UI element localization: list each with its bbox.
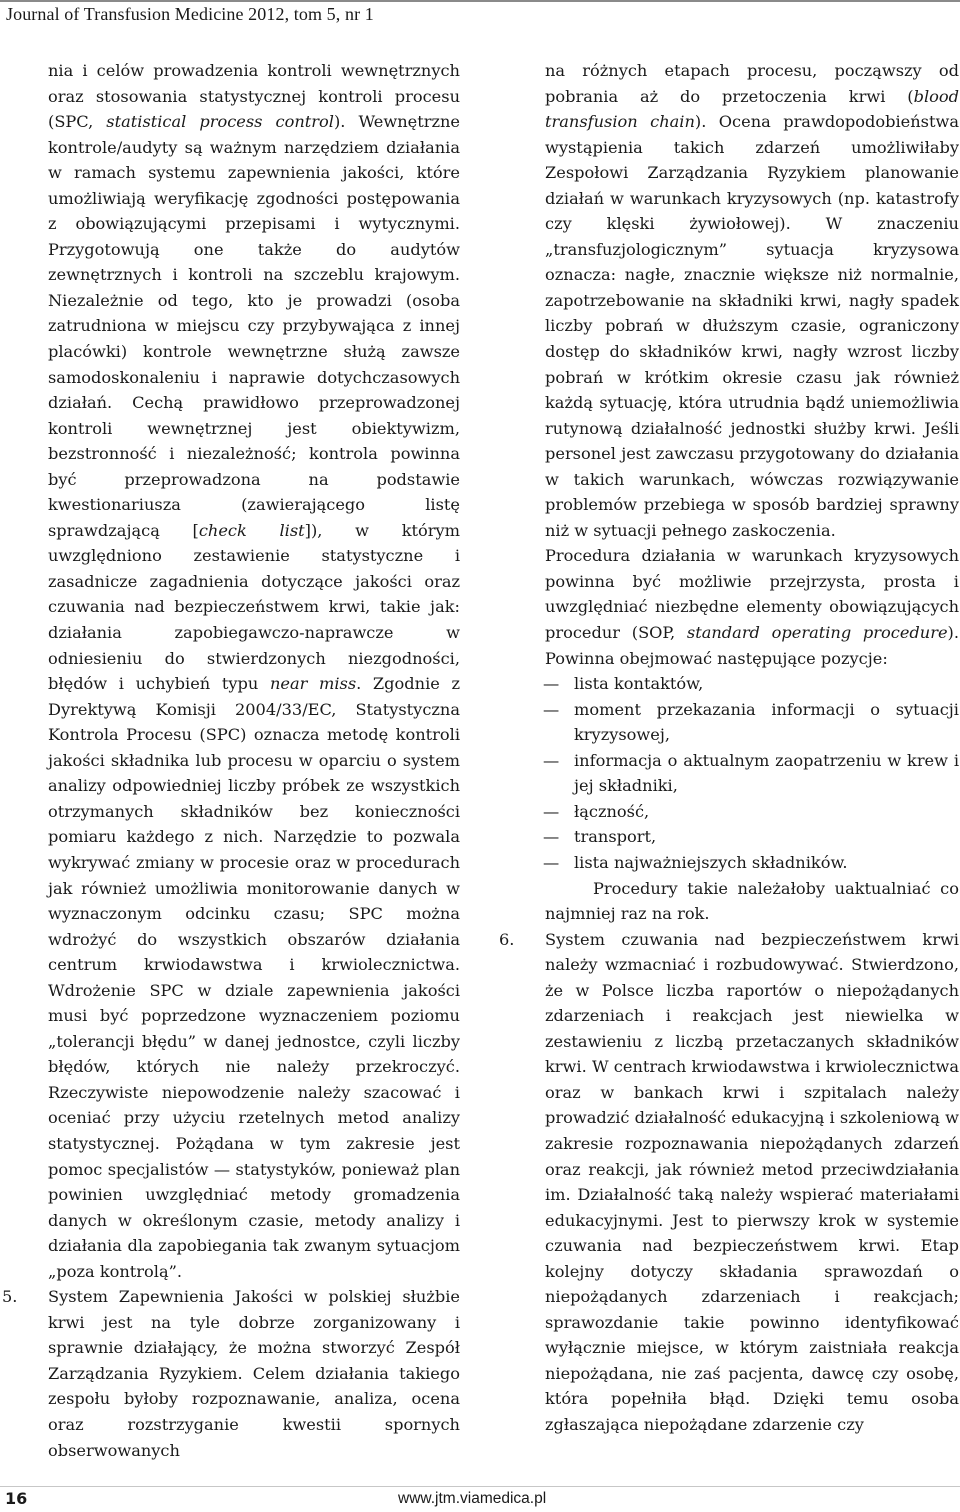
dash-glyph: — <box>543 827 560 847</box>
dash-glyph: — <box>543 750 560 770</box>
italic-term: standard operating procedure <box>686 623 948 643</box>
list-item <box>545 748 959 799</box>
list-item <box>545 824 959 850</box>
list-item-text: lista najważniejszych składników. <box>574 852 848 872</box>
item-number: 5. <box>2 1287 18 1307</box>
text-span: ). Wewnętrzne kontrole/audyty są ważnym narzędziem działania w ramach systemu zapewnienia jakości, które umożliwiają weryfikację zgodności postępowania z obowiązującymi przepisami i wytycznymi. Przygotowują one także do audytów zewnętrznych i kontroli na szczeblu krajowym. Niezależnie od tego, kto je prowadzi (osoba zatrudniona w miejscu czy przybywająca z innej placówki) kontrole wewnętrzne służą zawsze samodoskonaleniu i naprawie dotychczasowych działań. Cechą prawidłowo przeprowadzonej kontroli wewnętrznej jest obiektywizm, bezstronność i niezależność; kontrola powinna być przeprowadzona na podstawie kwestionariusza (zawierającego listę sprawdzającą [ <box>48 112 460 540</box>
right-paragraph-1 <box>545 58 959 543</box>
text-span: ). Powinna obejmować następujące pozycje: <box>545 623 959 668</box>
footer-rule <box>0 1486 960 1487</box>
italic-term: near miss <box>269 674 357 694</box>
item-text: System Zapewnienia Jakości w polskiej służbie krwi jest na tyle dobrze zorganizowany i sprawnie działający, że można stworzyć Zespół Zarządzania Ryzykiem. Celem działania takiego zespołu byłoby rozpoznawanie, analiza, ocena oraz rozstrzyganie kwestii spornych obserwowanych <box>48 1287 460 1460</box>
running-head: Journal of Transfusion Medicine 2012, tom 5, nr 1 <box>6 4 374 24</box>
italic-term: check list <box>198 520 305 540</box>
list-item <box>545 671 959 697</box>
text-span: ]), w którym uwzględniono zestawienie statystyczne i zasadnicze zagadnienia dotyczące jakości oraz czuwania nad bezpieczeństwem krwi, takie jak: działania zapobiegawczo-naprawcze w odniesieniu do stwierdzonych niezgodności, błędów i uchybień typu <box>48 520 460 694</box>
right-paragraph-3: Procedury takie należałoby uaktualniać co najmniej raz na rok. <box>545 878 959 924</box>
item-number: 6. <box>499 929 515 949</box>
text-span: ). Ocena prawdopodobieństwa wystąpienia takich zdarzeń umożliwiłaby Zespołowi Zarządzania Ryzykiem planowanie działań w warunkach kryzysowych (np. katastrofy czy klęski żywiołowej). W znaczeniu „transfuzjologicznym” sytuacja kryzysowa oznacza: nagłe, znacznie większe niż normalnie, zapotrzebowanie na składniki krwi, nagły spadek liczby pobrań w dłuższym czasie, ograniczony dostęp do składników krwi, nagły wzrost liczby pobrań w krótkim okresie czasu jak również każdą sytuację, która utrudnia bądź uniemożliwia rutynową działalność jednostki służby krwi. Jeśli personel jest zawczasu przygotowany do działania w takich warunkach, wówczas rozwiązywanie problemów przebiega w sposób bardziej sprawny niż w sytuacji pełnego zaskoczenia. <box>545 112 960 540</box>
journal-url[interactable]: www.jtm.viamedica.pl <box>398 1490 547 1507</box>
right-paragraph-2 <box>545 543 959 671</box>
dash-glyph: — <box>543 674 560 694</box>
list-item-text: transport, <box>574 827 657 847</box>
dash-glyph: — <box>543 852 560 872</box>
italic-term: statistical process control <box>106 112 334 132</box>
dash-glyph: — <box>543 801 560 821</box>
text-span: nia i celów prowadzenia kontroli wewnętrznych oraz stosowania statystycznej kontroli procesu (SPC, <box>48 61 460 132</box>
left-column <box>2 58 460 1463</box>
list-item-text: moment przekazania informacji o sytuacji kryzysowej, <box>574 699 959 745</box>
italic-term: blood transfusion chain <box>545 86 959 132</box>
list-item <box>545 799 959 825</box>
text-span: . Zgodnie z Dyrektywą Komisji 2004/33/EC, Statystyczna Kontrola Procesu (SPC) oznacza metodę kontroli jakości składnika lub procesu w oparciu o system analizy odpowiedniej liczby próbek ze wszystkich otrzymanych składników bez konieczności pomiaru każdego z nich. Narzędzie to pozwala wykrywać zmiany w procesie oraz w procedurach jak również umożliwia monitorowanie danych w wyznaczonym odcinku czasu; SPC można wdrożyć do wszystkich obszarów działania centrum krwiodawstwa i krwiolecznictwa. Wdrożenie SPC w dziale zapewnienia jakości musi być poprzedzone wyznaczeniem poziomu „tolerancji błędu” w danej jednostce, czyli liczby błędów, których nie należy przekroczyć. Rzeczywiste niepowodzenie należy szacować i oceniać przy użyciu rzetelnych metod analizy statystycznej. Pożądana w tym zakresie jest pomoc specjalistów — statystyków, ponieważ plan powinien uwzględniać metody gromadzenia danych w określonym czasie, metody analizy i działania dla zapobiegania tak zwanym sytuacjom „poza kontrolą”. <box>48 674 460 1281</box>
numbered-item-6 <box>499 927 959 1438</box>
list-item <box>545 697 959 748</box>
list-item <box>545 850 959 876</box>
dash-glyph: — <box>543 699 560 719</box>
numbered-item-5 <box>2 1284 460 1463</box>
list-item-text: informacja o aktualnym zaopatrzeniu w krew i jej składniki, <box>574 750 959 796</box>
header-rule <box>0 0 960 2</box>
text-span: na różnych etapach procesu, począwszy od pobrania aż do przetoczenia krwi ( <box>545 61 959 106</box>
list-item-text: lista kontaktów, <box>574 674 704 694</box>
page-number: 16 <box>5 1489 28 1508</box>
item-text: System czuwania nad bezpieczeństwem krwi należy wzmacniać i rozbudowywać. Stwierdzono, że w Polsce liczba raportów o niepożądanych zdarzeniach i reakcjach jest niewielka w zestawieniu z liczbą przetaczanych składników krwi. W centrach krwiodawstwa i krwiolecznictwa oraz w bankach krwi i szpitalach należy prowadzić działalność edukacyjną i szkoleniową w zakresie rozpoznawania niepożądanych zdarzeń oraz reakcji, jak również metod przeciwdziałania im. Działalność taką należy wspierać materiałami edukacyjnymi. Jest to pierwszy krok w systemie czuwania nad bezpieczeństwem krwi. Etap kolejny dotyczy składania sprawozdań o niepożądanych zdarzeniach i reakcjach; sprawozdanie takie powinno identyfikować wyłącznie miejsce, w którym zaistniała reakcja niepożądana, nie zaś pacjenta, dawcę czy osobę, która popełniła błąd. Dzięki temu osoba zgłaszająca niepożądane zdarzenie czy <box>545 929 959 1434</box>
text-span: Procedura działania w warunkach kryzysowych powinna być możliwie przejrzysta, prosta i uwzględniać niezbędne elementy obowiązujących procedur (SOP, <box>545 546 959 643</box>
list-item-text: łączność, <box>574 801 650 821</box>
right-column <box>499 58 960 1438</box>
left-paragraph <box>48 58 460 1284</box>
